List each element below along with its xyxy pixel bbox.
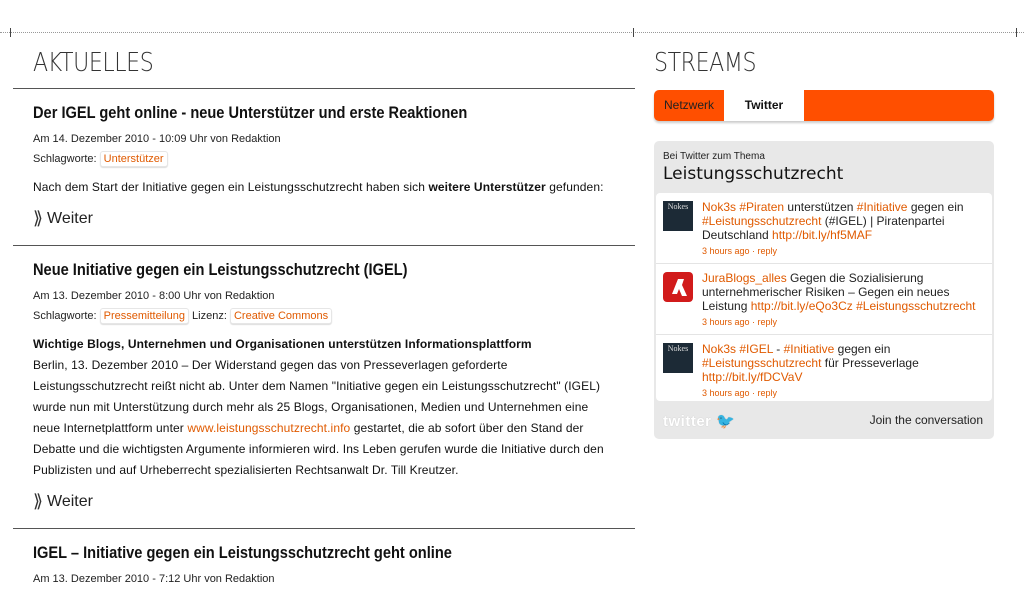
- news-post: [13, 529, 635, 585]
- body-link[interactable]: www.leistungsschutzrecht.info: [187, 421, 351, 435]
- post-meta: Am 14. Dezember 2010 - 10:09 Uhr von Redaktion: [33, 133, 281, 145]
- avatar-label: Nokes: [667, 202, 689, 211]
- streams-column: [654, 44, 994, 439]
- tweet-time[interactable]: 3 hours ago · reply: [702, 317, 778, 327]
- news-column: [13, 44, 635, 585]
- double-chevron-icon: ⟫: [33, 208, 44, 228]
- post-meta: Am 13. Dezember 2010 - 7:12 Uhr von Redaktion: [33, 573, 275, 585]
- stream-tabs: [654, 90, 994, 121]
- tweet-link[interactable]: http://bit.ly/eQo3Cz: [750, 299, 853, 313]
- tweet-body: (#IGEL) | Piratenpartei Deutschland: [702, 214, 945, 242]
- tweet-user[interactable]: Nok3s: [702, 342, 737, 356]
- post-title[interactable]: Neue Initiative gegen ein Leistungsschutzrecht (IGEL): [33, 260, 408, 279]
- tag-link[interactable]: Unterstützer: [100, 151, 168, 167]
- join-conversation-link[interactable]: Join the conversation: [869, 413, 983, 427]
- tweet-body: gegen ein: [834, 342, 891, 356]
- tab-twitter[interactable]: Twitter: [724, 90, 804, 121]
- avatar[interactable]: [663, 343, 693, 373]
- twitter-logo[interactable]: [663, 412, 735, 430]
- hashtag[interactable]: #Piraten: [739, 200, 785, 214]
- news-post: [13, 89, 635, 229]
- widget-kicker: Bei Twitter zum Thema: [663, 151, 765, 162]
- section-title-aktuelles: AKTUELLES: [33, 48, 154, 78]
- avatar[interactable]: [663, 272, 693, 302]
- tweet-time[interactable]: 3 hours ago · reply: [702, 388, 778, 398]
- tweet-user[interactable]: JuraBlogs_alles: [702, 271, 787, 285]
- post-tags: [33, 308, 615, 324]
- tweet-body: unterstützen: [784, 200, 857, 214]
- tweet-time[interactable]: 3 hours ago · reply: [702, 246, 778, 256]
- tweet-item: [656, 193, 992, 264]
- tab-netzwerk[interactable]: Netzwerk: [664, 98, 715, 112]
- post-meta: Am 13. Dezember 2010 - 8:00 Uhr von Redaktion: [33, 290, 275, 302]
- section-title-streams: STREAMS: [654, 48, 757, 78]
- tags-label: Schlagworte:: [33, 153, 97, 165]
- post-title[interactable]: IGEL – Initiative gegen ein Leistungsschutzrecht geht online: [33, 543, 452, 562]
- avatar-label: Nokes: [667, 344, 689, 353]
- tweet-text: [702, 200, 988, 258]
- hashtag[interactable]: #Initiative: [783, 342, 835, 356]
- body-text: Nach dem Start der Initiative gegen ein Leistungsschutzrecht haben sich: [33, 180, 429, 194]
- twitter-widget: [654, 141, 994, 439]
- hashtag[interactable]: #IGEL: [739, 342, 773, 356]
- tags-label: Schlagworte:: [33, 310, 97, 322]
- read-more-label: Weiter: [47, 209, 93, 227]
- post-title[interactable]: Der IGEL geht online - neue Unterstützer und erste Reaktionen: [33, 103, 468, 122]
- guide-tick: [1016, 28, 1017, 37]
- tweet-body: Gegen die Sozialisierung unternehmerischer Risiken – Gegen ein neues Leistung: [702, 271, 950, 313]
- hashtag[interactable]: #Leistungsschutzrecht: [702, 356, 822, 370]
- tweet-text: [702, 271, 988, 329]
- tweet-user[interactable]: Nok3s: [702, 200, 737, 214]
- read-more-link[interactable]: [33, 491, 615, 512]
- post-tags: [33, 151, 615, 167]
- widget-topic: Leistungsschutzrecht: [663, 164, 844, 184]
- body-text: gestartet, die ab sofort über den Stand der Debatte und die wichtigsten Argumente informieren wird. Ins Leben gerufen wurde die Initiative durch den Publizisten und auf Urheberrecht spezialisierten Rechtsanwalt Dr. Till Kreutzer.: [33, 421, 604, 477]
- tweet-link[interactable]: http://bit.ly/fDCVaV: [702, 370, 803, 384]
- double-chevron-icon: ⟫: [33, 491, 44, 511]
- twitter-logo-text: twitter: [663, 413, 712, 430]
- body-bold: weitere Unterstützer: [428, 180, 546, 194]
- post-body: [33, 334, 615, 481]
- tweet-list[interactable]: [656, 193, 992, 401]
- news-post: [13, 246, 635, 512]
- read-more-link[interactable]: [33, 208, 615, 229]
- license-label: Lizenz:: [192, 310, 227, 322]
- avatar[interactable]: [663, 201, 693, 231]
- post-body: [33, 177, 615, 198]
- body-text: Berlin, 13. Dezember 2010 – Der Widerstand gegen das von Presseverlagen geforderte Leistungsschutzrecht reißt nicht ab. Unter dem Namen "Initiative gegen ein Leistungsschutzrecht" (IGEL) wurde nun mit Unterstützung durch mehr als 25 Blogs, Organisationen, Medien und Unternehmen eine neue Internetplattform unter: [33, 358, 601, 435]
- post-lead: Wichtige Blogs, Unternehmen und Organisationen unterstützen Informationsplattform: [33, 337, 532, 351]
- tweet-body: gegen ein: [907, 200, 964, 214]
- tweet-link[interactable]: http://bit.ly/hf5MAF: [772, 228, 873, 242]
- jurablogs-logo-icon: [663, 272, 693, 302]
- widget-footer: [654, 401, 994, 439]
- hashtag[interactable]: #Leistungsschutzrecht: [702, 214, 822, 228]
- hashtag[interactable]: #Leistungsschutzrecht: [856, 299, 976, 313]
- guide-tick: [10, 28, 11, 37]
- tweet-body: -: [772, 342, 784, 356]
- tweet-item: [656, 264, 992, 335]
- tweet-body: für Presseverlage: [821, 356, 919, 370]
- license-link[interactable]: Creative Commons: [230, 308, 332, 324]
- twitter-bird-icon: 🐦: [716, 413, 736, 430]
- body-text: gefunden:: [545, 180, 604, 194]
- guide-tick: [633, 28, 634, 37]
- tweet-text: [702, 342, 988, 400]
- top-guide-line: [0, 32, 1024, 33]
- read-more-label: Weiter: [47, 492, 93, 510]
- tag-link[interactable]: Pressemitteilung: [100, 308, 189, 324]
- tweet-item: [656, 335, 992, 401]
- hashtag[interactable]: #Initiative: [856, 200, 908, 214]
